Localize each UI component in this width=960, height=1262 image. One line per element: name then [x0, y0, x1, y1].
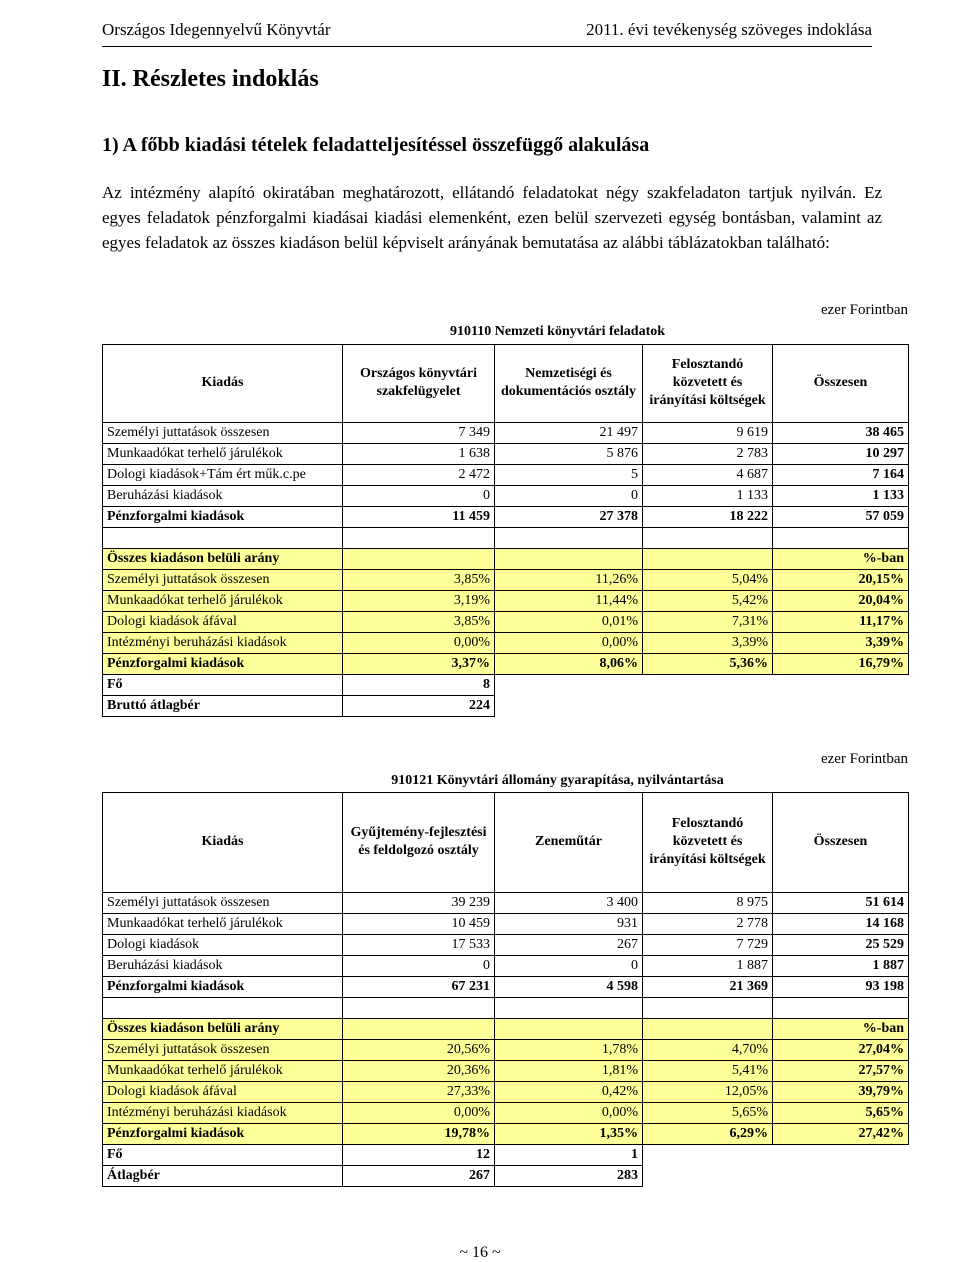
row-label: Pénzforgalmi kiadások [103, 506, 343, 527]
table2-group-title: 910121 Könyvtári állomány gyarapítása, nyilvántartása [391, 772, 724, 788]
row-label: Munkaadókat terhelő járulékok [103, 590, 343, 611]
value-cell: 0,00% [343, 1102, 495, 1123]
table1-group-title: 910110 Nemzeti könyvtári feladatok [449, 323, 666, 339]
value-cell: 0,00% [495, 632, 643, 653]
empty-cell [343, 527, 495, 548]
value-cell: 3,37% [343, 653, 495, 674]
empty-cell [343, 548, 495, 569]
chapter-title: II. Részletes indoklás [102, 66, 319, 92]
empty-cell [773, 1165, 909, 1186]
value-cell: 5 [495, 464, 643, 485]
share-title-row [103, 548, 909, 569]
value-cell: 3,39% [773, 632, 909, 653]
row-label: Dologi kiadások+Tám ért műk.c.pe [103, 464, 343, 485]
table-row [103, 955, 909, 976]
row-label: Pénzforgalmi kiadások [103, 653, 343, 674]
value-cell: 39,79% [773, 1081, 909, 1102]
value-cell: 39 239 [343, 892, 495, 913]
empty-cell [103, 527, 343, 548]
value-cell: 5,42% [643, 590, 773, 611]
row-label: Fő [103, 674, 343, 695]
share-title: Összes kiadáson belüli arány [103, 548, 343, 569]
value-cell: 5,65% [773, 1102, 909, 1123]
row-label: Személyi juttatások összesen [103, 569, 343, 590]
table1-unit: ezer Forintban [820, 302, 908, 318]
table-row [103, 611, 909, 632]
column-header: Összesen [773, 792, 909, 892]
value-cell: 5,65% [643, 1102, 773, 1123]
value-cell: 27,04% [773, 1039, 909, 1060]
value-cell: 6,29% [643, 1123, 773, 1144]
value-cell: 3,19% [343, 590, 495, 611]
value-cell: 1 887 [773, 955, 909, 976]
value-cell: 0 [495, 485, 643, 506]
empty-cell [643, 527, 773, 548]
value-cell: 5,36% [643, 653, 773, 674]
empty-cell [495, 548, 643, 569]
value-cell: 20,56% [343, 1039, 495, 1060]
empty-cell [643, 1018, 773, 1039]
empty-cell [773, 674, 909, 695]
table-row [103, 443, 909, 464]
value-cell: 7 729 [643, 934, 773, 955]
value-cell: 1 133 [773, 485, 909, 506]
empty-cell [643, 548, 773, 569]
value-cell: 4,70% [643, 1039, 773, 1060]
value-cell: 11,44% [495, 590, 643, 611]
value-cell: 283 [495, 1165, 643, 1186]
value-cell: 11 459 [343, 506, 495, 527]
value-cell: 1,81% [495, 1060, 643, 1081]
value-cell: 19,78% [343, 1123, 495, 1144]
table-row [103, 485, 909, 506]
value-cell: 27,42% [773, 1123, 909, 1144]
value-cell: 0 [343, 955, 495, 976]
value-cell: 11,26% [495, 569, 643, 590]
value-cell: 25 529 [773, 934, 909, 955]
row-label: Munkaadókat terhelő járulékok [103, 913, 343, 934]
section-title: 1) A főbb kiadási tételek feladatteljesítéssel összefüggő alakulása [102, 134, 650, 156]
row-label: Dologi kiadások áfával [103, 611, 343, 632]
column-header: Országos könyvtári szakfelügyelet [343, 344, 495, 422]
empty-cell [643, 695, 773, 716]
share-title: Összes kiadáson belüli arány [103, 1018, 343, 1039]
value-cell: 0,01% [495, 611, 643, 632]
share-unit: %-ban [773, 1018, 909, 1039]
table-row [103, 934, 909, 955]
table-row [103, 464, 909, 485]
empty-cell [643, 1165, 773, 1186]
column-header: Összesen [773, 344, 909, 422]
table-row [103, 422, 909, 443]
value-cell: 9 619 [643, 422, 773, 443]
value-cell: 4 598 [495, 976, 643, 997]
empty-cell [773, 527, 909, 548]
value-cell: 931 [495, 913, 643, 934]
value-cell: 8,06% [495, 653, 643, 674]
table-row [103, 506, 909, 527]
row-label: Személyi juttatások összesen [103, 1039, 343, 1060]
value-cell: 7,31% [643, 611, 773, 632]
empty-cell [643, 674, 773, 695]
value-cell: 0,42% [495, 1081, 643, 1102]
value-cell: 10 297 [773, 443, 909, 464]
value-cell: 4 687 [643, 464, 773, 485]
value-cell: 93 198 [773, 976, 909, 997]
row-label: Dologi kiadások [103, 934, 343, 955]
row-label: Intézményi beruházási kiadások [103, 632, 343, 653]
empty-cell [643, 997, 773, 1018]
table-row [103, 976, 909, 997]
value-cell: 3,85% [343, 569, 495, 590]
value-cell: 1 [495, 1144, 643, 1165]
table-row [103, 1102, 909, 1123]
row-label: Intézményi beruházási kiadások [103, 1102, 343, 1123]
share-title-row [103, 1018, 909, 1039]
row-label: Pénzforgalmi kiadások [103, 976, 343, 997]
column-header: Kiadás [103, 344, 343, 422]
value-cell: 20,36% [343, 1060, 495, 1081]
row-label: Beruházási kiadások [103, 955, 343, 976]
value-cell: 0,00% [343, 632, 495, 653]
row-label: Munkaadókat terhelő járulékok [103, 1060, 343, 1081]
table-row [103, 590, 909, 611]
spacer-row [103, 527, 909, 548]
value-cell: 3,39% [643, 632, 773, 653]
table-row [103, 892, 909, 913]
table-row [103, 913, 909, 934]
header-institution: Országos Idegennyelvű Könyvtár [102, 20, 331, 39]
row-label: Személyi juttatások összesen [103, 892, 343, 913]
page-number: ~ 16 ~ [459, 1244, 501, 1261]
value-cell: 27,33% [343, 1081, 495, 1102]
value-cell: 27,57% [773, 1060, 909, 1081]
table-row [103, 569, 909, 590]
page-header [102, 20, 872, 47]
row-label: Dologi kiadások áfával [103, 1081, 343, 1102]
value-cell: 0,00% [495, 1102, 643, 1123]
value-cell: 18 222 [643, 506, 773, 527]
empty-cell [495, 527, 643, 548]
table2-unit: ezer Forintban [820, 751, 908, 767]
table-row [103, 653, 909, 674]
value-cell: 1,35% [495, 1123, 643, 1144]
empty-cell [773, 1144, 909, 1165]
column-header: Zeneműtár [495, 792, 643, 892]
empty-cell [103, 997, 343, 1018]
value-cell: 20,04% [773, 590, 909, 611]
value-cell: 2 783 [643, 443, 773, 464]
column-header: Felosztandó közvetett és irányítási költségek [643, 792, 773, 892]
value-cell: 2 472 [343, 464, 495, 485]
value-cell: 27 378 [495, 506, 643, 527]
share-unit: %-ban [773, 548, 909, 569]
value-cell: 5,04% [643, 569, 773, 590]
empty-cell [495, 1018, 643, 1039]
value-cell: 12,05% [643, 1081, 773, 1102]
table2 [102, 770, 909, 1187]
value-cell: 38 465 [773, 422, 909, 443]
value-cell: 10 459 [343, 913, 495, 934]
table-row [103, 1081, 909, 1102]
value-cell: 1 638 [343, 443, 495, 464]
table-row [103, 674, 909, 695]
value-cell: 21 369 [643, 976, 773, 997]
value-cell: 3 400 [495, 892, 643, 913]
value-cell: 21 497 [495, 422, 643, 443]
header-doc-title: 2011. évi tevékenység szöveges indoklása [586, 20, 872, 39]
empty-cell [495, 695, 643, 716]
value-cell: 8 975 [643, 892, 773, 913]
value-cell: 5 876 [495, 443, 643, 464]
table-row [103, 1039, 909, 1060]
value-cell: 57 059 [773, 506, 909, 527]
column-header: Gyűjtemény-fejlesztési és feldolgozó osztály [343, 792, 495, 892]
row-label: Beruházási kiadások [103, 485, 343, 506]
value-cell: 14 168 [773, 913, 909, 934]
value-cell: 17 533 [343, 934, 495, 955]
value-cell: 1 133 [643, 485, 773, 506]
value-cell: 7 349 [343, 422, 495, 443]
row-label: Személyi juttatások összesen [103, 422, 343, 443]
column-header: Felosztandó közvetett és irányítási költségek [643, 344, 773, 422]
table-row [103, 1165, 909, 1186]
empty-cell [343, 1018, 495, 1039]
value-cell: 16,79% [773, 653, 909, 674]
table1 [102, 320, 909, 717]
empty-cell [773, 997, 909, 1018]
empty-cell [495, 674, 643, 695]
table-row [103, 1123, 909, 1144]
value-cell: 67 231 [343, 976, 495, 997]
value-cell: 2 778 [643, 913, 773, 934]
table-row [103, 1144, 909, 1165]
value-cell: 51 614 [773, 892, 909, 913]
row-label: Bruttó átlagbér [103, 695, 343, 716]
row-label: Munkaadókat terhelő járulékok [103, 443, 343, 464]
spacer-row [103, 997, 909, 1018]
table-row [103, 695, 909, 716]
table-row [103, 632, 909, 653]
row-label: Fő [103, 1144, 343, 1165]
value-cell: 20,15% [773, 569, 909, 590]
intro-paragraph: Az intézmény alapító okiratában meghatározott, ellátandó feladatokat négy szakfeladaton tartjuk nyilván. Ez egyes feladatok pénzforgalmi kiadásai kiadási elemenként, ezen belül szervezeti egység bontásban, valamint az egyes feladatok az összes kiadáson belül képviselt arányának bemutatása az alábbi táblázatokban található: [102, 183, 882, 252]
column-header: Nemzetiségi és dokumentációs osztály [495, 344, 643, 422]
table-row [103, 1060, 909, 1081]
empty-cell [343, 997, 495, 1018]
value-cell: 7 164 [773, 464, 909, 485]
value-cell: 1 887 [643, 955, 773, 976]
value-cell: 1,78% [495, 1039, 643, 1060]
value-cell: 12 [343, 1144, 495, 1165]
empty-cell [643, 1144, 773, 1165]
value-cell: 5,41% [643, 1060, 773, 1081]
row-label: Átlagbér [103, 1165, 343, 1186]
value-cell: 3,85% [343, 611, 495, 632]
value-cell: 267 [343, 1165, 495, 1186]
value-cell: 0 [343, 485, 495, 506]
value-cell: 11,17% [773, 611, 909, 632]
column-header: Kiadás [103, 792, 343, 892]
value-cell: 8 [343, 674, 495, 695]
value-cell: 267 [495, 934, 643, 955]
value-cell: 224 [343, 695, 495, 716]
empty-cell [495, 997, 643, 1018]
row-label: Pénzforgalmi kiadások [103, 1123, 343, 1144]
empty-cell [773, 695, 909, 716]
value-cell: 0 [495, 955, 643, 976]
